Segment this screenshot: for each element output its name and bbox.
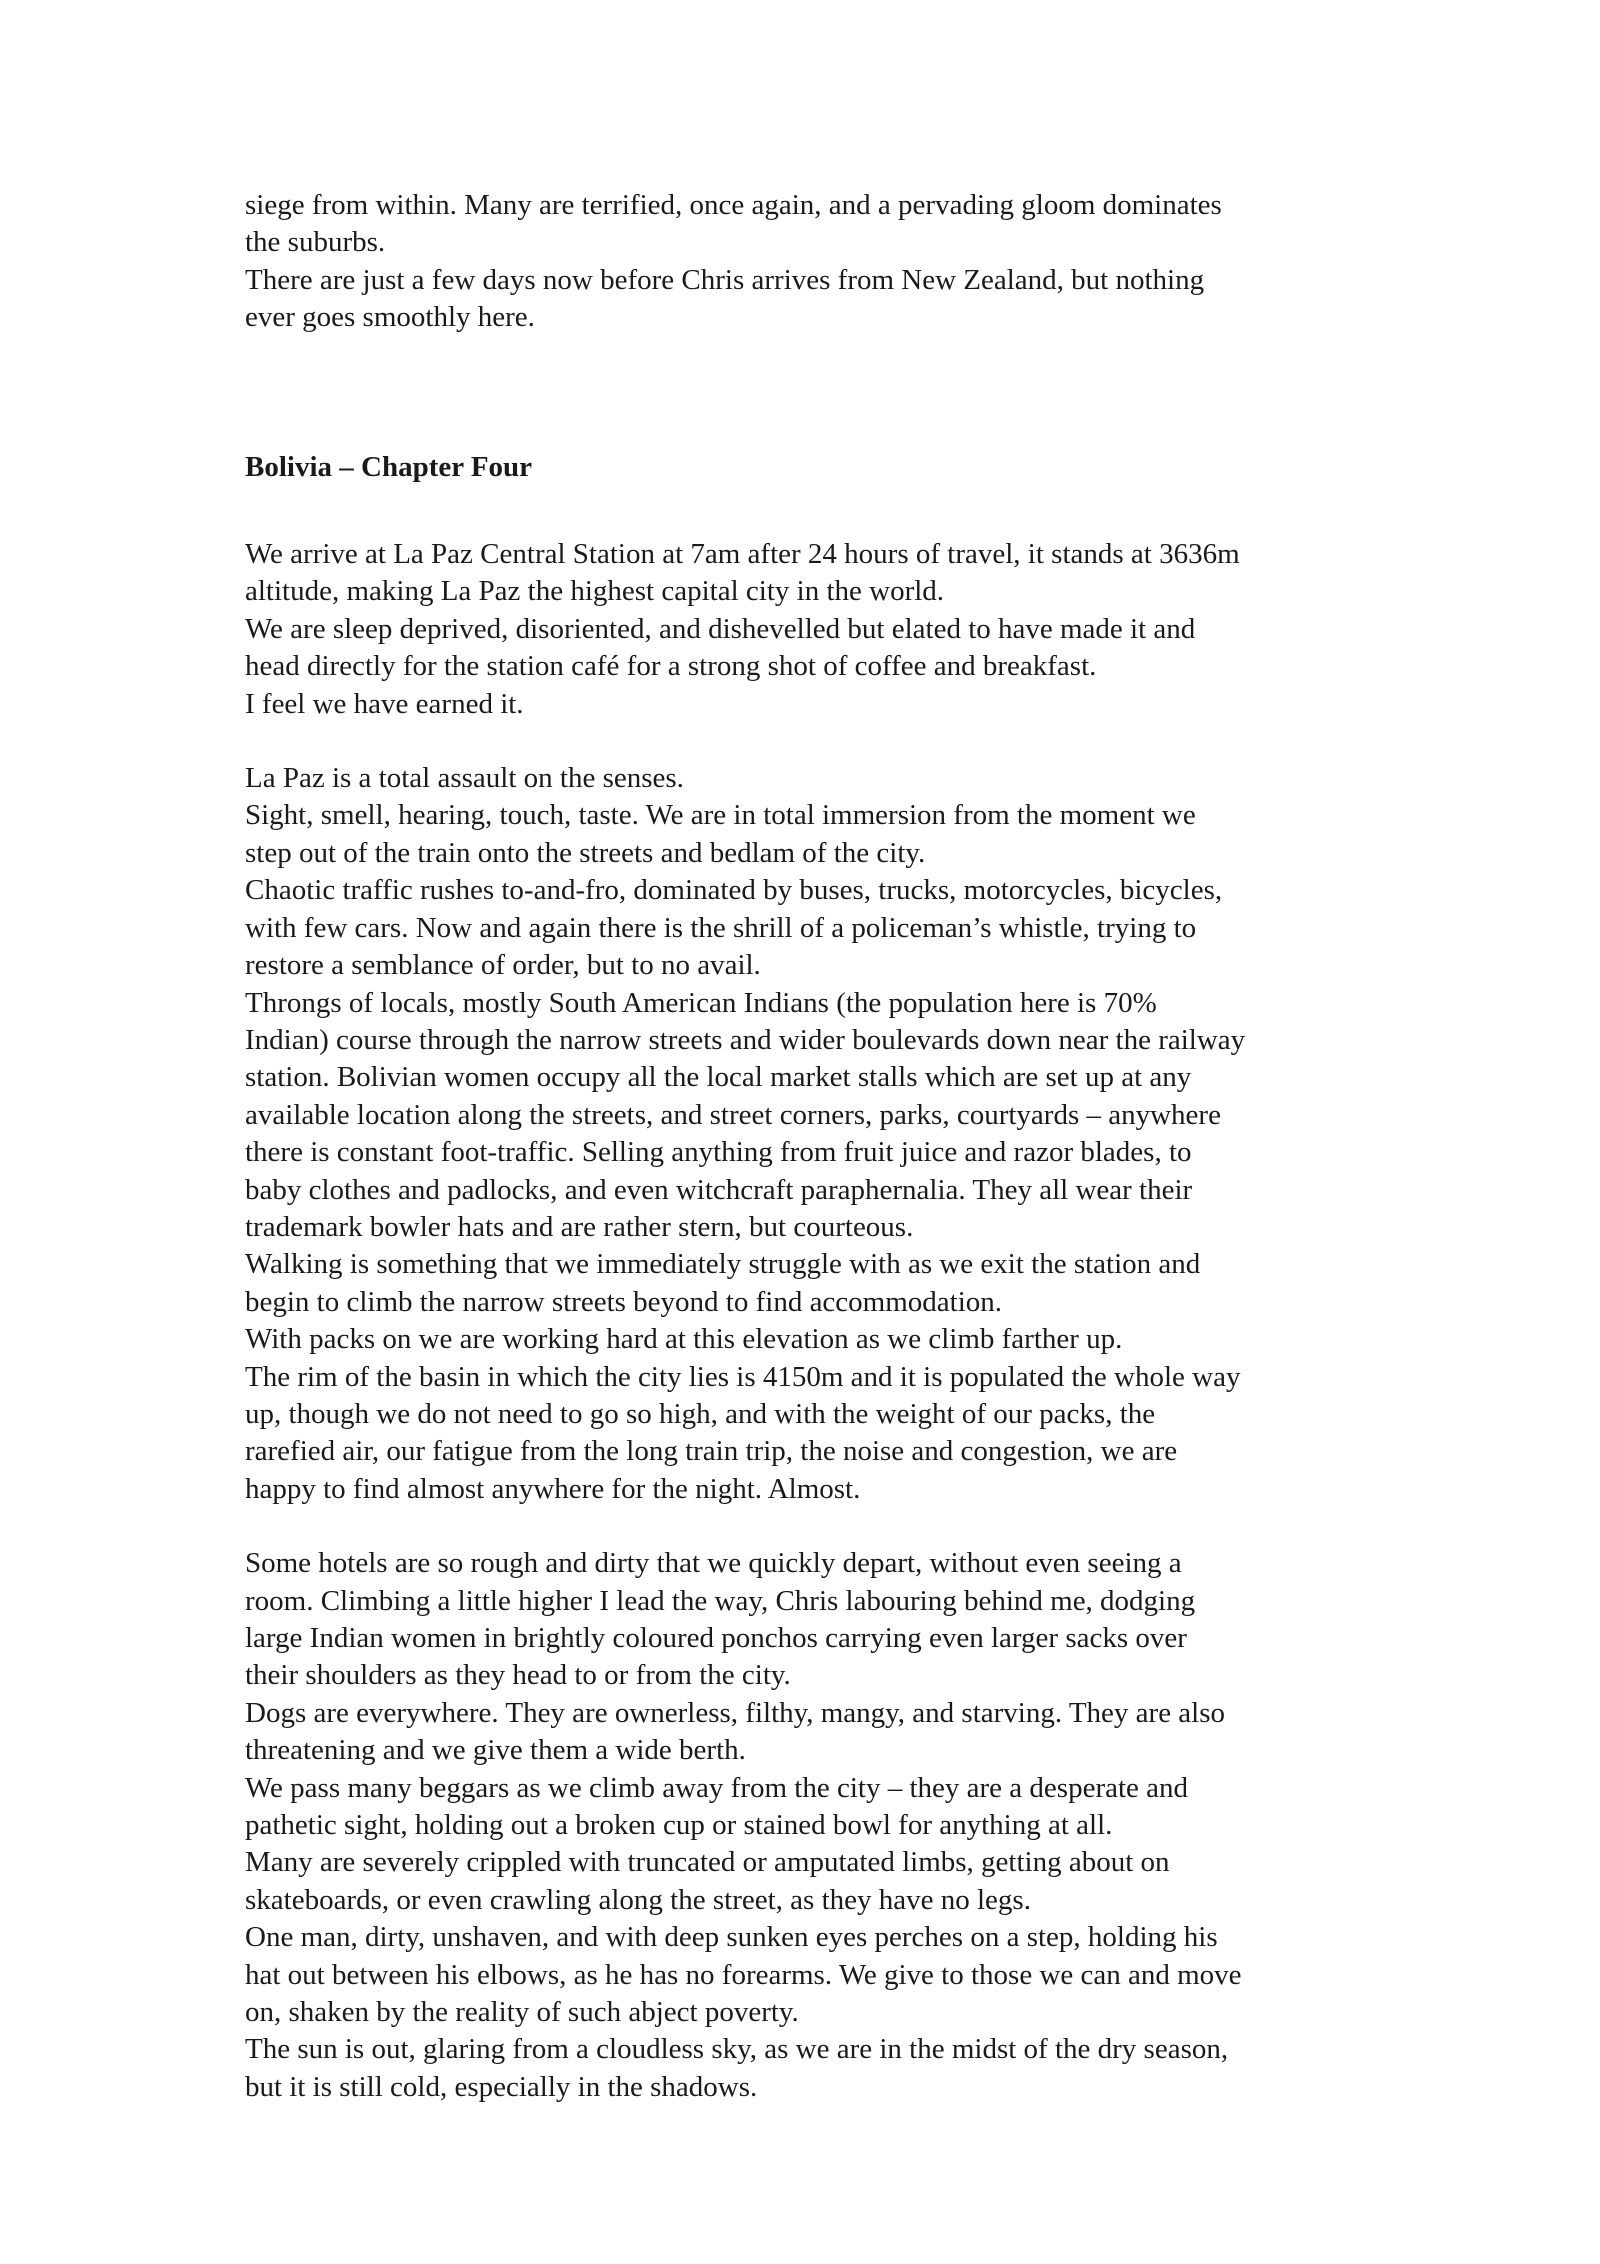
text-line: on, shaken by the reality of such abject poverty. xyxy=(245,1996,799,2029)
text-line: altitude, making La Paz the highest capital city in the world. xyxy=(245,575,945,608)
text-line: Walking is something that we immediately struggle with as we exit the station and xyxy=(245,1248,1201,1281)
text-line: baby clothes and padlocks, and even witchcraft paraphernalia. They all wear their xyxy=(245,1173,1193,1206)
text-line: We are sleep deprived, disoriented, and dishevelled but elated to have made it and xyxy=(245,612,1196,645)
text-line: trademark bowler hats and are rather stern, but courteous. xyxy=(245,1210,914,1243)
text-line: Many are severely crippled with truncated or amputated limbs, getting about on xyxy=(245,1846,1170,1879)
text-line: Sight, smell, hearing, touch, taste. We are in total immersion from the moment we xyxy=(245,799,1196,832)
text-line: One man, dirty, unshaven, and with deep sunken eyes perches on a step, holding his xyxy=(245,1921,1218,1954)
text-line: station. Bolivian women occupy all the local market stalls which are set up at any xyxy=(245,1061,1192,1094)
document-page xyxy=(245,187,1385,2106)
text-line: Indian) course through the narrow streets and wider boulevards down near the railway xyxy=(245,1023,1246,1056)
text-line: skateboards, or even crawling along the street, as they have no legs. xyxy=(245,1883,1031,1916)
text-line: I feel we have earned it. xyxy=(245,687,524,720)
text-line: with few cars. Now and again there is the shrill of a policeman’s whistle, trying to xyxy=(245,911,1197,944)
text-line: The rim of the basin in which the city lies is 4150m and it is populated the whole way xyxy=(245,1360,1241,1393)
section-hotels xyxy=(245,1545,1385,2106)
text-line: hat out between his elbows, as he has no forearms. We give to those we can and move xyxy=(245,1958,1242,1991)
spacer xyxy=(245,1508,1385,1545)
text-line: La Paz is a total assault on the senses. xyxy=(245,762,684,795)
section-la-paz xyxy=(245,760,1385,1508)
text-line: the suburbs. xyxy=(245,226,386,259)
text-line: begin to climb the narrow streets beyond to find accommodation. xyxy=(245,1285,1003,1318)
intro-paragraph xyxy=(245,187,1385,337)
text-line: large Indian women in brightly coloured ponchos carrying even larger sacks over xyxy=(245,1622,1187,1654)
text-line: Throngs of locals, mostly South American Indians (the population here is 70% xyxy=(245,986,1157,1019)
section-arrival xyxy=(245,536,1385,723)
text-line: room. Climbing a little higher I lead the way, Chris labouring behind me, dodging xyxy=(245,1584,1196,1617)
text-line: available location along the streets, and street corners, parks, courtyards – anywhere xyxy=(245,1098,1221,1131)
text-line: siege from within. Many are terrified, once again, and a pervading gloom dominates xyxy=(245,189,1222,221)
text-line: The sun is out, glaring from a cloudless sky, as we are in the midst of the dry season, xyxy=(245,2033,1229,2066)
text-line: up, though we do not need to go so high, and with the weight of our packs, the xyxy=(245,1397,1156,1430)
text-line: We pass many beggars as we climb away from the city – they are a desperate and xyxy=(245,1771,1189,1804)
chapter-title: Bolivia – Chapter Four xyxy=(245,450,533,483)
text-line: restore a semblance of order, but to no avail. xyxy=(245,949,761,982)
text-line: happy to find almost anywhere for the night. Almost. xyxy=(245,1472,861,1505)
text-line: their shoulders as they head to or from the city. xyxy=(245,1659,791,1692)
text-line: Some hotels are so rough and dirty that we quickly depart, without even seeing a xyxy=(245,1547,1182,1580)
text-line: there is constant foot-traffic. Selling anything from fruit juice and razor blades, to xyxy=(245,1136,1192,1169)
text-line: There are just a few days now before Chris arrives from New Zealand, but nothing xyxy=(245,263,1205,296)
text-line: Dogs are everywhere. They are ownerless, filthy, mangy, and starving. They are also xyxy=(245,1696,1226,1729)
text-line: head directly for the station café for a strong shot of coffee and breakfast. xyxy=(245,650,1097,683)
text-line: rarefied air, our fatigue from the long train trip, the noise and congestion, we are xyxy=(245,1435,1178,1468)
text-line: ever goes smoothly here. xyxy=(245,301,535,334)
text-line: We arrive at La Paz Central Station at 7am after 24 hours of travel, it stands at 3636m xyxy=(245,538,1240,571)
text-line: With packs on we are working hard at this elevation as we climb farther up. xyxy=(245,1323,1123,1356)
text-line: pathetic sight, holding out a broken cup or stained bowl for anything at all. xyxy=(245,1809,1113,1842)
spacer xyxy=(245,337,1385,449)
text-line: threatening and we give them a wide berth. xyxy=(245,1734,746,1767)
spacer xyxy=(245,486,1385,536)
text-line: step out of the train onto the streets and bedlam of the city. xyxy=(245,836,926,869)
spacer xyxy=(245,723,1385,760)
text-line: but it is still cold, especially in the shadows. xyxy=(245,2070,758,2103)
text-line: Chaotic traffic rushes to-and-fro, dominated by buses, trucks, motorcycles, bicycles, xyxy=(245,874,1223,907)
